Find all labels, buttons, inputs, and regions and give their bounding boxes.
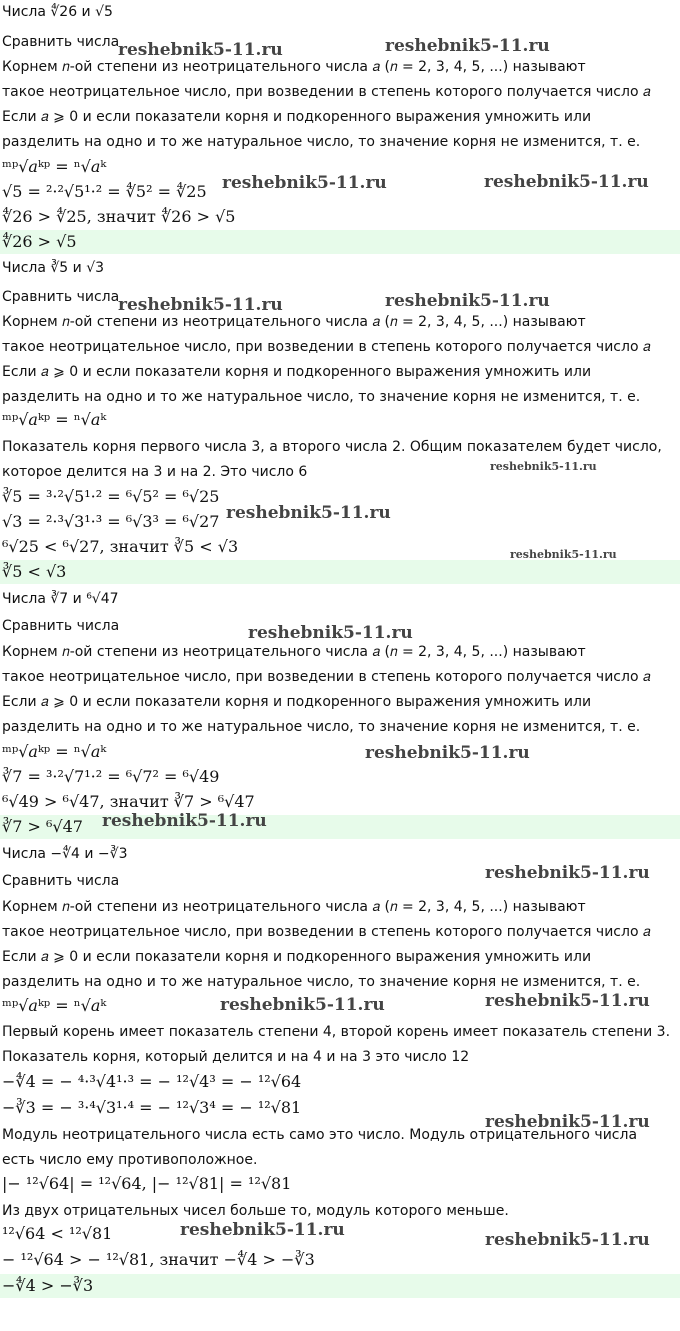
section-4-title: Числа −∜4 и −∛3 [2,846,128,862]
section-4-definition-2: такое неотрицательное число, при возведении в степень которого получается число 𝑎 [2,924,651,940]
watermark-text: reshebnik5-11.ru [510,548,617,561]
section-2-step-1: ∛5 = ³·²√5¹·² = ⁶√5² = ⁶√25 [2,487,220,506]
watermark-text: reshebnik5-11.ru [484,172,649,192]
section-3-property-1: Если 𝑎 ⩾ 0 и если показатели корня и подкоренного выражения умножить или [2,694,592,710]
section-1-task: Сравнить числа [2,34,120,50]
section-3-definition-1: Корнем 𝑛-ой степени из неотрицательного числа 𝑎 (𝑛 = 2, 3, 4, 5, ...) называют [2,644,586,660]
section-3-task: Сравнить числа [2,618,120,634]
section-1-definition-1: Корнем 𝑛-ой степени из неотрицательного числа 𝑎 (𝑛 = 2, 3, 4, 5, ...) называют [2,59,586,75]
section-4-step-2: −∛3 = − ³·⁴√3¹·⁴ = − ¹²√3⁴ = − ¹²√81 [2,1098,302,1117]
watermark-text: reshebnik5-11.ru [385,36,550,56]
section-1-step-2: ∜26 > ∜25, значит ∜26 > √5 [2,207,236,226]
section-4-explanation-2: Показатель корня, который делится и на 4 и на 3 это число 12 [2,1049,470,1065]
section-4-step-5: − ¹²√64 > − ¹²√81, значит −∜4 > −∛3 [2,1250,315,1269]
watermark-text: reshebnik5-11.ru [180,1220,345,1240]
watermark-text: reshebnik5-11.ru [485,991,650,1011]
section-4-answer: −∜4 > −∛3 [0,1274,680,1298]
section-2-answer: ∛5 < √3 [0,560,680,584]
section-1-step-1: √5 = ²·²√5¹·² = ∜5² = ∜25 [2,182,207,201]
section-2-property-1: Если 𝑎 ⩾ 0 и если показатели корня и подкоренного выражения умножить или [2,364,592,380]
section-3-step-1: ∛7 = ³·²√7¹·² = ⁶√7² = ⁶√49 [2,767,220,786]
section-2-definition-1: Корнем 𝑛-ой степени из неотрицательного числа 𝑎 (𝑛 = 2, 3, 4, 5, ...) называют [2,314,586,330]
watermark-text: reshebnik5-11.ru [485,1230,650,1250]
watermark-text: reshebnik5-11.ru [226,503,391,523]
section-2-formula: ᵐᵖ√𝑎ᵏᵖ = ⁿ√𝑎ᵏ [2,410,107,429]
section-4-step-4: ¹²√64 < ¹²√81 [2,1224,113,1243]
section-4-task: Сравнить числа [2,873,120,889]
section-1-title: Числа ∜26 и √5 [2,4,113,20]
watermark-text: reshebnik5-11.ru [220,995,385,1015]
section-4-step-3: |− ¹²√64| = ¹²√64, |− ¹²√81| = ¹²√81 [2,1174,292,1193]
section-4-modulus-1: Модуль неотрицательного числа есть само это число. Модуль отрицательного числа [2,1127,638,1143]
section-3-property-2: разделить на одно и то же натуральное число, то значение корня не изменится, т. е. [2,719,641,735]
watermark-text: reshebnik5-11.ru [102,811,267,831]
section-4-rule: Из двух отрицательных чисел больше то, модуль которого меньше. [2,1203,509,1219]
section-2-title: Числа ∛5 и √3 [2,260,105,276]
watermark-text: reshebnik5-11.ru [118,40,283,60]
section-4-property-2: разделить на одно и то же натуральное число, то значение корня не изменится, т. е. [2,974,641,990]
section-4-step-1: −∜4 = − ⁴·³√4¹·³ = − ¹²√4³ = − ¹²√64 [2,1072,302,1091]
watermark-text: reshebnik5-11.ru [248,623,413,643]
section-1-formula: ᵐᵖ√𝑎ᵏᵖ = ⁿ√𝑎ᵏ [2,157,107,176]
section-1-definition-2: такое неотрицательное число, при возведении в степень которого получается число 𝑎 [2,84,651,100]
watermark-text: reshebnik5-11.ru [485,1112,650,1132]
watermark-text: reshebnik5-11.ru [490,460,597,473]
watermark-text: reshebnik5-11.ru [118,295,283,315]
section-4-modulus-2: есть число ему противоположное. [2,1152,258,1168]
section-4-property-1: Если 𝑎 ⩾ 0 и если показатели корня и подкоренного выражения умножить или [2,949,592,965]
section-4-definition-1: Корнем 𝑛-ой степени из неотрицательного числа 𝑎 (𝑛 = 2, 3, 4, 5, ...) называют [2,899,586,915]
section-3-formula: ᵐᵖ√𝑎ᵏᵖ = ⁿ√𝑎ᵏ [2,742,107,761]
section-1-property-2: разделить на одно и то же натуральное число, то значение корня не изменится, т. е. [2,134,641,150]
section-4-formula: ᵐᵖ√𝑎ᵏᵖ = ⁿ√𝑎ᵏ [2,996,107,1015]
section-2-definition-2: такое неотрицательное число, при возведении в степень которого получается число 𝑎 [2,339,651,355]
section-2-explanation-1: Показатель корня первого числа 3, а второго числа 2. Общим показателем будет число, [2,439,662,455]
section-2-explanation-2: которое делится на 3 и на 2. Это число 6 [2,464,308,480]
section-3-definition-2: такое неотрицательное число, при возведении в степень которого получается число 𝑎 [2,669,651,685]
section-1-property-1: Если 𝑎 ⩾ 0 и если показатели корня и подкоренного выражения умножить или [2,109,592,125]
section-3-title: Числа ∛7 и ⁶√47 [2,591,119,607]
section-3-answer: ∛7 > ⁶√47 [0,815,680,839]
section-2-step-2: √3 = ²·³√3¹·³ = ⁶√3³ = ⁶√27 [2,512,220,531]
section-4-explanation-1: Первый корень имеет показатель степени 4, второй корень имеет показатель степени 3. [2,1024,671,1040]
watermark-text: reshebnik5-11.ru [365,743,530,763]
section-2-task: Сравнить числа [2,289,120,305]
watermark-text: reshebnik5-11.ru [485,863,650,883]
watermark-text: reshebnik5-11.ru [385,291,550,311]
watermark-text: reshebnik5-11.ru [222,173,387,193]
section-1-answer: ∜26 > √5 [0,230,680,254]
section-2-step-3: ⁶√25 < ⁶√27, значит ∛5 < √3 [2,537,239,556]
section-3-step-2: ⁶√49 > ⁶√47, значит ∛7 > ⁶√47 [2,792,255,811]
section-2-property-2: разделить на одно и то же натуральное число, то значение корня не изменится, т. е. [2,389,641,405]
